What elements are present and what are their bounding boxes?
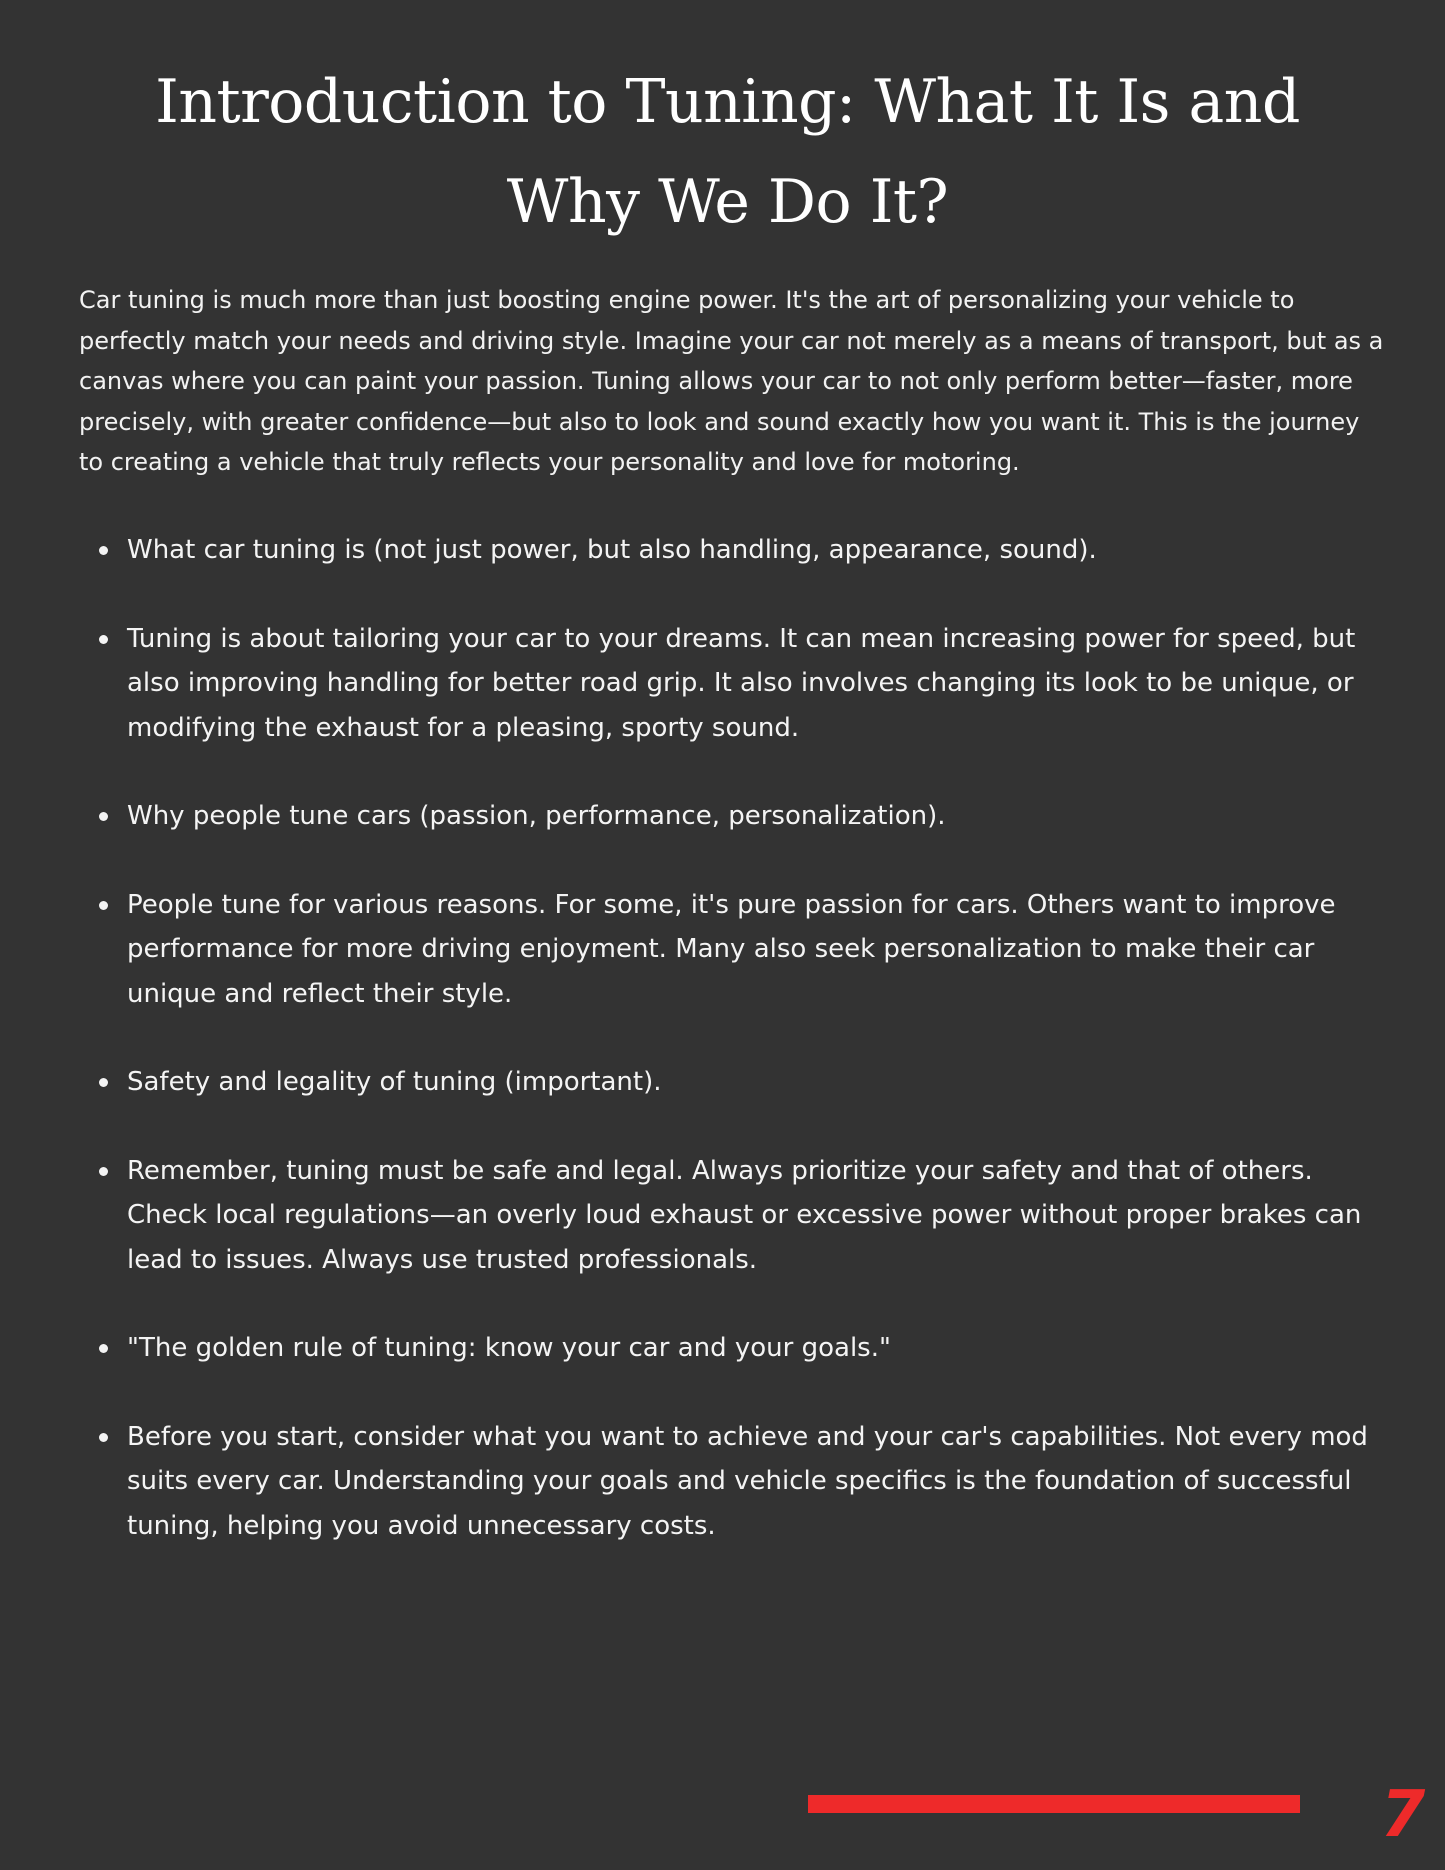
list-item-text: "The golden rule of tuning: know your car and your goals." (127, 1333, 891, 1363)
intro-paragraph: Car tuning is much more than just boosting engine power. It's the art of personalizing your vehicle to perfectly match your needs and driving style. Imagine your car not merely as a means of transport, but as a canvas where you can paint your passion. Tuning allows your car to not only perform better—faster, more precisely, with greater confidence—but also to look and sound exactly how you want it. This is the journey to creating a vehicle that truly reflects your personality and love for motoring. (79, 286, 1384, 476)
list-item (79, 883, 1399, 1017)
bullet-list (79, 528, 1399, 1592)
bullet-icon (99, 1167, 108, 1176)
list-item-text: Why people tune cars (passion, performance, personalization). (127, 801, 946, 831)
list-item-text: Tuning is about tailoring your car to your dreams. It can mean increasing power for speed, but also improving handling for better road grip. It also involves changing its look to be unique, or modifying the exhaust for a pleasing, sporty sound. (127, 623, 1356, 743)
page-title: Introduction to Tuning: What It Is and Why We Do It? (155, 67, 1300, 237)
list-item-text: People tune for various reasons. For some, it's pure passion for cars. Others want to improve performance for more driving enjoyment. Many also seek personalization to make their car unique and reflect their style. (127, 889, 1336, 1009)
bullet-icon (99, 1433, 108, 1442)
list-item (79, 1149, 1399, 1283)
list-item (79, 528, 1399, 573)
list-item-text: Remember, tuning must be safe and legal. Always prioritize your safety and that of others. Check local regulations—an overly loud exhaust or excessive power without proper brakes can lead to issues. Always use trusted professionals. (127, 1155, 1362, 1275)
bullet-icon (99, 1078, 108, 1087)
list-item-text: What car tuning is (not just power, but also handling, appearance, sound). (127, 535, 1097, 565)
list-item-text: Safety and legality of tuning (important). (127, 1067, 662, 1097)
list-item (79, 617, 1399, 751)
list-item (79, 1326, 1399, 1371)
bullet-icon (99, 1344, 108, 1353)
list-item (79, 1415, 1399, 1549)
bullet-icon (99, 546, 108, 555)
page-number: 7 (1380, 1778, 1426, 1852)
bullet-icon (99, 901, 108, 910)
list-item (79, 1060, 1399, 1105)
bullet-icon (99, 635, 108, 644)
list-item-text: Before you start, consider what you want to achieve and your car's capabilities. Not every mod suits every car. Understanding your goals and vehicle specifics is the foundation of successful tuning, helping you avoid unnecessary costs. (127, 1421, 1368, 1541)
bullet-icon (99, 812, 108, 821)
list-item (79, 794, 1399, 839)
accent-bar (808, 1795, 1300, 1813)
